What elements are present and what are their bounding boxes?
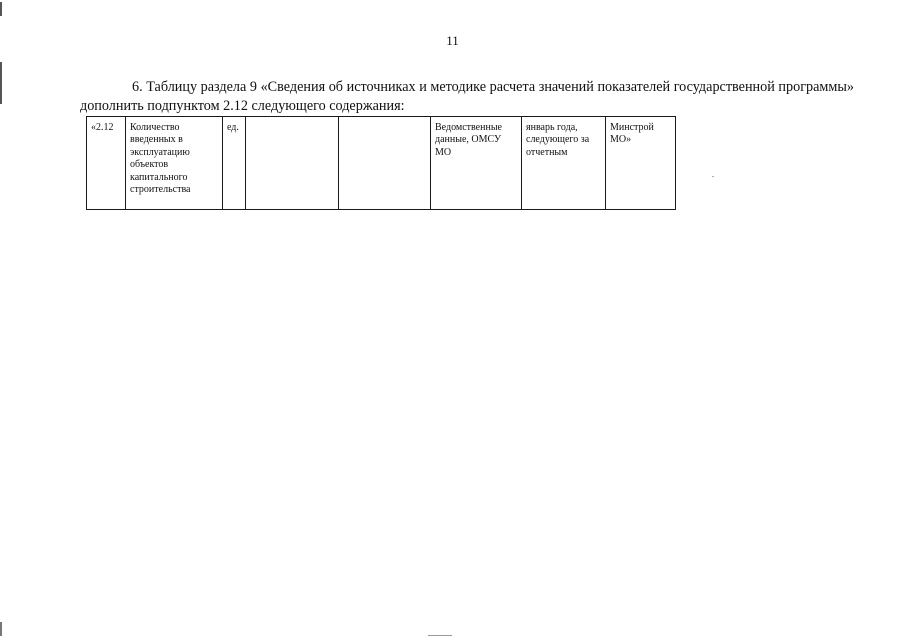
cell-indicator-name: Количество введенных в эксплуатацию объектов капитального строительства — [126, 117, 223, 210]
scan-edge-mark — [428, 635, 452, 636]
scan-edge-mark — [0, 622, 2, 636]
cell-empty-5 — [339, 117, 431, 210]
cell-responsible: Минстрой МО» — [606, 117, 676, 210]
page-number: 11 — [446, 33, 459, 48]
cell-item-number: «2.12 — [87, 117, 126, 210]
table-row — [87, 117, 676, 210]
amendment-paragraph: 6. Таблицу раздела 9 «Сведения об источниках и методике расчета значений показателей государственной программы» дополнить подпунктом 2.12 следующего содержания: — [80, 79, 854, 115]
amendment-table — [86, 116, 676, 210]
scan-speck — [712, 176, 714, 177]
cell-period: январь года, следующего за отчетным — [522, 117, 606, 210]
cell-unit: ед. — [223, 117, 246, 210]
scan-edge-mark — [0, 62, 2, 104]
scan-edge-mark — [0, 2, 2, 16]
cell-data-source: Ведомственные данные, ОМСУ МО — [431, 117, 522, 210]
cell-empty-4 — [246, 117, 339, 210]
